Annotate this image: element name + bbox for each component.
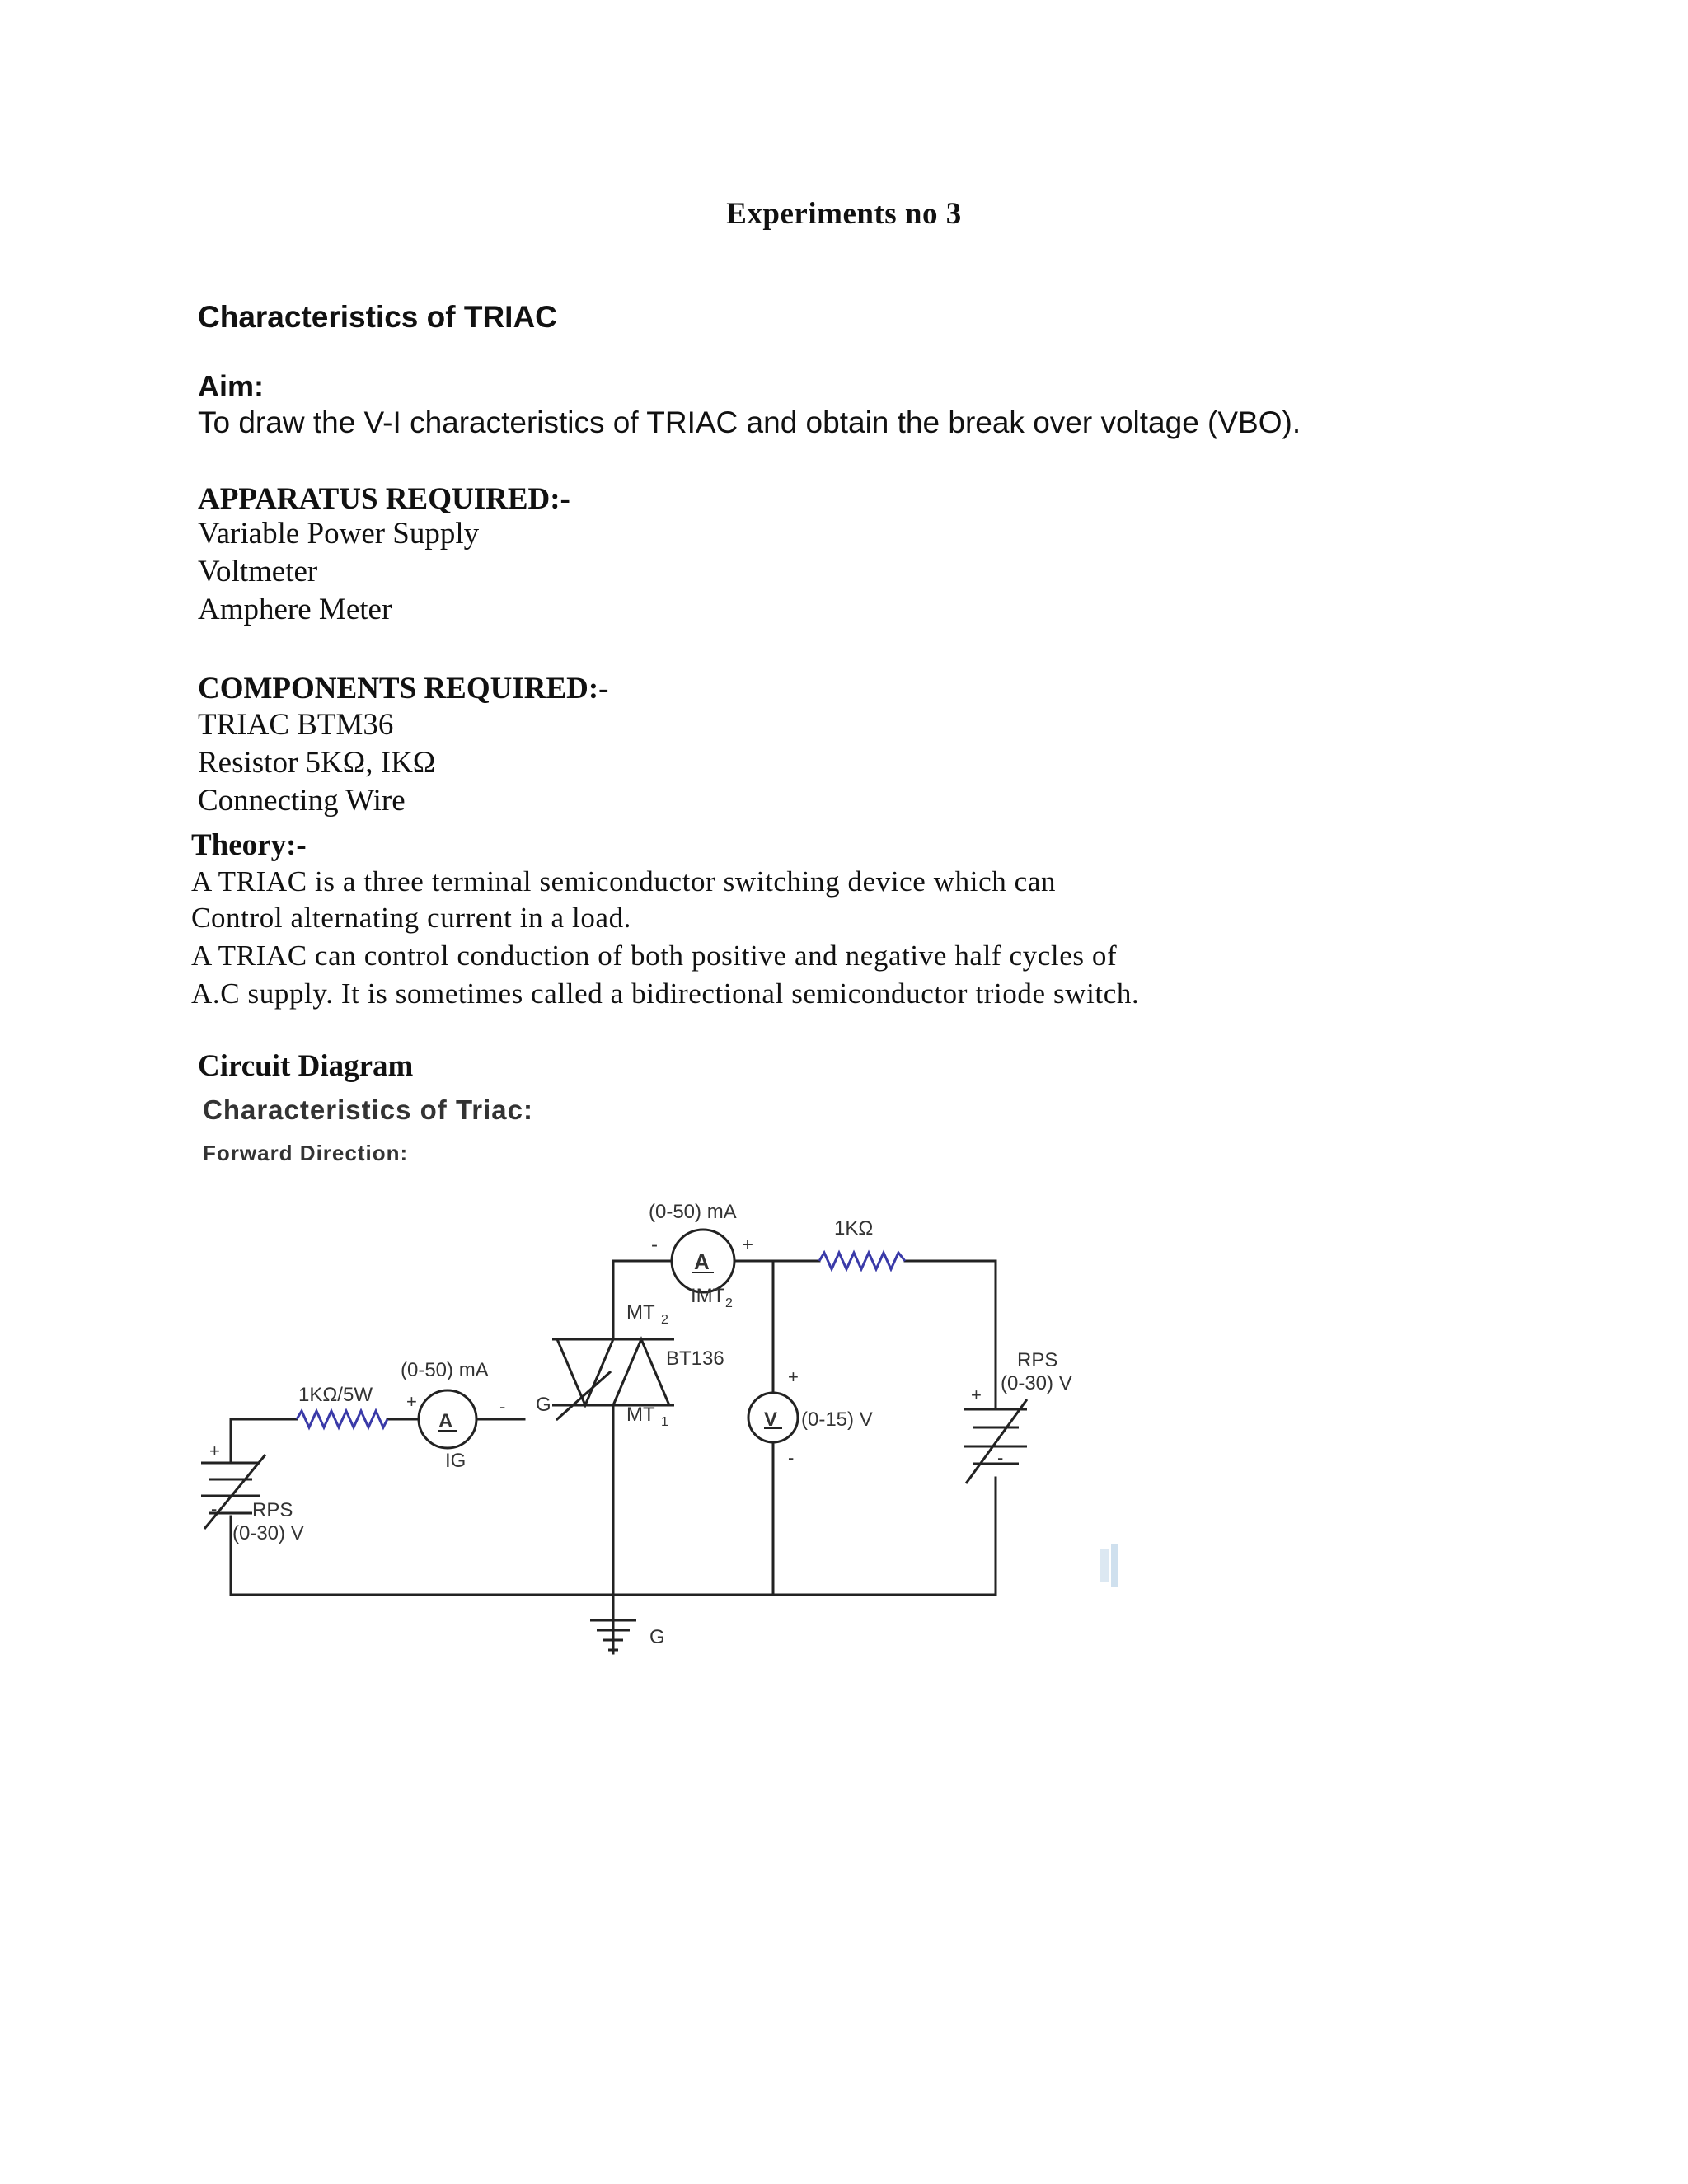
- page-heading: Characteristics of TRIAC: [198, 300, 557, 334]
- theory-line: A TRIAC can control conduction of both positive and negative half cycles of: [191, 940, 1118, 972]
- faint-mark: [1100, 1549, 1109, 1582]
- faint-mark: [1111, 1544, 1118, 1587]
- label-imt2: IMT: [691, 1285, 725, 1307]
- label-mt2-sub: 2: [661, 1313, 668, 1327]
- label-rps-left-range: (0-30) V: [232, 1522, 304, 1544]
- apparatus-item: Voltmeter: [198, 555, 318, 588]
- label-mt2: MT: [626, 1301, 655, 1324]
- label-imt2-sub: 2: [725, 1296, 733, 1310]
- component-item: TRIAC BTM36: [198, 708, 394, 742]
- label-voltmeter-minus: -: [788, 1447, 795, 1468]
- label-gate: G: [536, 1394, 551, 1416]
- label-ground: G: [649, 1626, 665, 1648]
- aim-label: Aim:: [198, 369, 264, 403]
- component-item: Resistor 5KΩ, IKΩ: [198, 746, 436, 780]
- label-rps-left-plus: +: [209, 1441, 220, 1461]
- label-ammeter-top-range: (0-50) mA: [649, 1201, 737, 1223]
- label-ammeter-top-plus: +: [742, 1234, 754, 1256]
- label-ammeter-left-minus: -: [499, 1396, 506, 1417]
- label-voltmeter-plus: +: [788, 1366, 799, 1387]
- label-ammeter-left-plus: +: [406, 1391, 417, 1412]
- label-ammeter-left-range: (0-50) mA: [401, 1359, 489, 1381]
- label-ammeter-top-symbol: A: [694, 1249, 710, 1274]
- theory-heading: Theory:-: [191, 828, 307, 862]
- theory-line: A.C supply. It is sometimes called a bidirectional semiconductor triode switch.: [191, 977, 1140, 1010]
- label-rps-right: RPS: [1017, 1349, 1058, 1371]
- figure-title: Characteristics of Triac:: [203, 1094, 533, 1125]
- component-item: Connecting Wire: [198, 784, 406, 818]
- label-resistor-left: 1KΩ/5W: [298, 1384, 373, 1406]
- label-rps-right-minus: -: [997, 1447, 1004, 1468]
- components-heading: COMPONENTS REQUIRED:-: [198, 672, 609, 705]
- label-mt1-sub: 1: [661, 1415, 668, 1429]
- battery-right: [964, 1399, 1027, 1483]
- label-resistor-top: 1KΩ: [834, 1217, 874, 1240]
- wire: [905, 1261, 996, 1409]
- label-rps-right-range: (0-30) V: [1001, 1372, 1072, 1394]
- figure-subtitle: Forward Direction:: [203, 1141, 409, 1165]
- wire: [557, 1372, 610, 1419]
- label-voltmeter-range: (0-15) V: [801, 1408, 873, 1431]
- label-ammeter-left-symbol: A: [438, 1410, 453, 1432]
- label-ammeter-top-minus: -: [651, 1234, 658, 1256]
- apparatus-item: Variable Power Supply: [198, 517, 480, 551]
- circuit-heading: Circuit Diagram: [198, 1049, 414, 1083]
- label-rps-left-minus: -: [211, 1498, 218, 1519]
- label-mt1: MT: [626, 1404, 655, 1426]
- apparatus-item: Amphere Meter: [198, 593, 392, 626]
- theory-line: A TRIAC is a three terminal semiconductor switching device which can: [191, 865, 1057, 898]
- apparatus-heading: APPARATUS REQUIRED:-: [198, 482, 570, 516]
- aim-text: To draw the V-I characteristics of TRIAC and obtain the break over voltage (VBO).: [198, 405, 1301, 439]
- resistor-1k5w-zigzag: [297, 1411, 387, 1427]
- label-voltmeter-symbol: V: [764, 1408, 778, 1431]
- triac-symbol: [552, 1339, 674, 1405]
- theory-line: Control alternating current in a load.: [191, 902, 632, 934]
- label-rps-left: RPS: [252, 1499, 293, 1521]
- label-ig: IG: [445, 1450, 467, 1472]
- resistor-1k-zigzag: [819, 1253, 905, 1269]
- label-rps-right-plus: +: [971, 1385, 982, 1405]
- label-bt136: BT136: [666, 1347, 724, 1370]
- experiment-title: Experiments no 3: [726, 197, 962, 231]
